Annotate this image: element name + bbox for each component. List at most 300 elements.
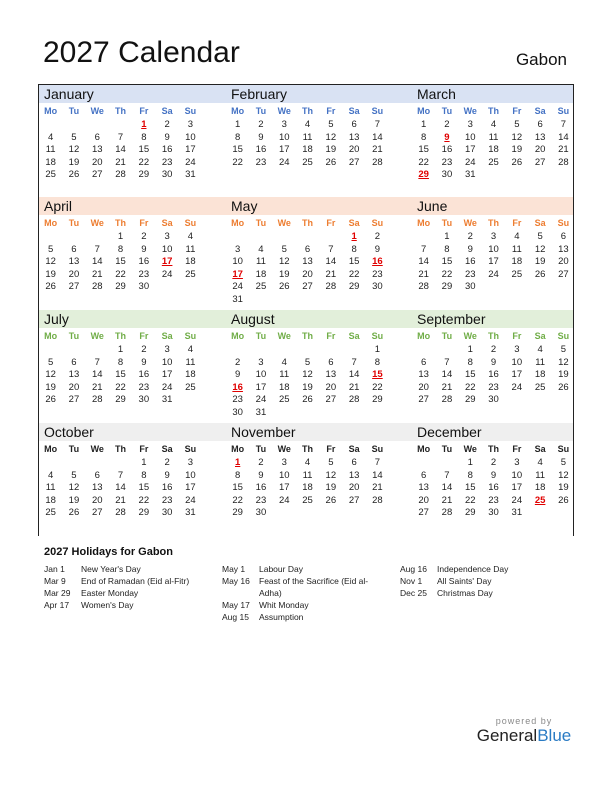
day-cell[interactable]: 5 [304, 356, 311, 368]
day-cell[interactable]: 14 [372, 469, 383, 481]
day-cell[interactable]: 20 [558, 256, 569, 267]
day-cell[interactable]: 21 [418, 268, 429, 280]
day-cell[interactable]: 21 [441, 494, 453, 506]
day-cell[interactable]: 8 [351, 243, 357, 255]
day-cell[interactable]: 27 [534, 156, 546, 168]
day-cell[interactable]: 10 [185, 131, 196, 143]
day-cell[interactable]: 6 [94, 469, 100, 481]
holiday-day-cell[interactable]: 9 [444, 131, 450, 143]
day-cell[interactable]: 30 [464, 281, 476, 292]
day-cell[interactable]: 9 [235, 369, 241, 380]
day-cell[interactable]: 13 [68, 369, 80, 380]
day-cell[interactable]: 20 [91, 494, 103, 506]
day-cell[interactable]: 3 [164, 231, 170, 242]
day-cell[interactable]: 9 [258, 469, 264, 481]
day-cell[interactable]: 4 [187, 344, 194, 355]
day-cell[interactable]: 11 [511, 243, 522, 255]
day-cell[interactable]: 14 [418, 256, 429, 267]
day-cell[interactable]: 24 [161, 268, 173, 280]
day-cell[interactable]: 19 [45, 268, 56, 280]
day-cell[interactable]: 30 [161, 507, 173, 518]
day-cell[interactable]: 6 [351, 119, 357, 130]
day-cell[interactable]: 31 [464, 169, 476, 180]
day-cell[interactable]: 16 [138, 256, 150, 267]
day-cell[interactable]: 3 [514, 344, 520, 355]
day-cell[interactable]: 25 [511, 268, 523, 280]
day-cell[interactable]: 21 [372, 144, 383, 155]
day-cell[interactable]: 31 [511, 507, 523, 518]
day-cell[interactable]: 13 [534, 131, 546, 143]
day-cell[interactable]: 26 [68, 507, 80, 518]
day-cell[interactable]: 13 [348, 469, 360, 481]
day-cell[interactable]: 5 [328, 457, 334, 468]
day-cell[interactable]: 19 [68, 156, 80, 168]
day-cell[interactable]: 12 [511, 131, 523, 143]
day-cell[interactable]: 14 [325, 256, 337, 267]
day-cell[interactable]: 13 [91, 482, 103, 493]
day-cell[interactable]: 27 [418, 394, 429, 405]
day-cell[interactable]: 23 [232, 394, 243, 405]
holiday-day-cell[interactable]: 17 [161, 256, 173, 267]
day-cell[interactable]: 22 [418, 156, 429, 168]
day-cell[interactable]: 29 [441, 281, 453, 292]
day-cell[interactable]: 23 [255, 494, 267, 506]
day-cell[interactable]: 21 [91, 268, 103, 280]
day-cell[interactable]: 1 [374, 344, 381, 355]
day-cell[interactable]: 28 [115, 507, 126, 518]
day-cell[interactable]: 14 [441, 482, 453, 493]
day-cell[interactable]: 5 [328, 119, 334, 130]
day-cell[interactable]: 4 [258, 243, 264, 255]
day-cell[interactable]: 11 [302, 131, 313, 143]
day-cell[interactable]: 20 [348, 482, 360, 493]
day-cell[interactable]: 17 [511, 482, 523, 493]
day-cell[interactable]: 28 [325, 281, 337, 292]
day-cell[interactable]: 22 [464, 381, 476, 393]
day-cell[interactable]: 29 [232, 507, 243, 518]
day-cell[interactable]: 19 [325, 482, 337, 493]
day-cell[interactable]: 26 [278, 281, 290, 292]
day-cell[interactable]: 7 [328, 243, 334, 255]
day-cell[interactable]: 28 [372, 494, 383, 506]
day-cell[interactable]: 5 [71, 131, 77, 143]
day-cell[interactable]: 4 [187, 231, 194, 242]
day-cell[interactable]: 18 [302, 482, 313, 493]
day-cell[interactable]: 15 [115, 369, 126, 380]
day-cell[interactable]: 25 [278, 394, 290, 405]
day-cell[interactable]: 25 [255, 281, 267, 292]
day-cell[interactable]: 1 [117, 344, 124, 355]
day-cell[interactable]: 16 [138, 369, 150, 380]
day-cell[interactable]: 24 [488, 268, 499, 280]
day-cell[interactable]: 21 [372, 482, 383, 493]
day-cell[interactable]: 9 [164, 131, 170, 143]
day-cell[interactable]: 18 [534, 482, 546, 493]
day-cell[interactable]: 10 [511, 469, 523, 481]
day-cell[interactable]: 13 [418, 369, 429, 380]
day-cell[interactable]: 2 [258, 119, 264, 130]
day-cell[interactable]: 1 [467, 457, 473, 468]
day-cell[interactable]: 24 [161, 381, 173, 393]
day-cell[interactable]: 8 [467, 469, 473, 481]
day-cell[interactable]: 14 [91, 256, 103, 267]
day-cell[interactable]: 24 [185, 156, 196, 168]
day-cell[interactable]: 24 [255, 394, 267, 405]
day-cell[interactable]: 9 [141, 243, 147, 255]
day-cell[interactable]: 10 [278, 469, 290, 481]
day-cell[interactable]: 6 [304, 243, 311, 255]
day-cell[interactable]: 18 [45, 494, 56, 506]
day-cell[interactable]: 16 [441, 144, 453, 155]
day-cell[interactable]: 25 [302, 494, 313, 506]
day-cell[interactable]: 31 [255, 406, 267, 418]
day-cell[interactable]: 30 [488, 507, 499, 518]
day-cell[interactable]: 11 [535, 469, 546, 481]
day-cell[interactable]: 22 [138, 494, 150, 506]
day-cell[interactable]: 18 [488, 144, 499, 155]
day-cell[interactable]: 24 [511, 494, 523, 506]
day-cell[interactable]: 20 [348, 144, 360, 155]
holiday-day-cell[interactable]: 1 [235, 457, 241, 468]
day-cell[interactable]: 24 [278, 494, 290, 506]
day-cell[interactable]: 7 [444, 356, 450, 368]
day-cell[interactable]: 5 [48, 356, 54, 368]
day-cell[interactable]: 19 [68, 494, 80, 506]
day-cell[interactable]: 9 [490, 469, 497, 481]
day-cell[interactable]: 15 [115, 256, 126, 267]
day-cell[interactable]: 6 [351, 457, 357, 468]
day-cell[interactable]: 18 [185, 256, 196, 267]
day-cell[interactable]: 21 [558, 144, 569, 155]
holiday-day-cell[interactable]: 1 [351, 231, 357, 242]
day-cell[interactable]: 25 [185, 381, 196, 393]
holiday-day-cell[interactable]: 16 [372, 256, 383, 267]
day-cell[interactable]: 20 [418, 381, 429, 393]
day-cell[interactable]: 13 [418, 482, 429, 493]
day-cell[interactable]: 5 [560, 457, 567, 468]
day-cell[interactable]: 23 [464, 268, 476, 280]
day-cell[interactable]: 4 [537, 344, 543, 355]
day-cell[interactable]: 22 [232, 494, 243, 506]
day-cell[interactable]: 14 [372, 131, 383, 143]
day-cell[interactable]: 15 [464, 482, 476, 493]
day-cell[interactable]: 20 [68, 381, 80, 393]
day-cell[interactable]: 3 [164, 344, 170, 355]
holiday-day-cell[interactable]: 15 [372, 369, 383, 380]
day-cell[interactable]: 1 [235, 119, 241, 130]
day-cell[interactable]: 15 [232, 144, 243, 155]
day-cell[interactable]: 11 [45, 144, 56, 155]
day-cell[interactable]: 14 [115, 144, 126, 155]
day-cell[interactable]: 15 [441, 256, 453, 267]
day-cell[interactable]: 10 [161, 356, 173, 368]
day-cell[interactable]: 11 [185, 243, 196, 255]
day-cell[interactable]: 11 [488, 131, 499, 143]
day-cell[interactable]: 30 [161, 169, 173, 180]
day-cell[interactable]: 2 [467, 231, 473, 242]
day-cell[interactable]: 7 [117, 131, 124, 143]
day-cell[interactable]: 28 [558, 156, 569, 168]
day-cell[interactable]: 7 [444, 469, 450, 481]
day-cell[interactable]: 17 [464, 144, 476, 155]
day-cell[interactable]: 6 [560, 231, 567, 242]
day-cell[interactable]: 8 [421, 131, 427, 143]
day-cell[interactable]: 4 [304, 457, 311, 468]
day-cell[interactable]: 13 [91, 144, 103, 155]
day-cell[interactable]: 13 [325, 369, 337, 380]
day-cell[interactable]: 8 [117, 243, 124, 255]
day-cell[interactable]: 2 [141, 231, 147, 242]
day-cell[interactable]: 5 [71, 469, 77, 481]
day-cell[interactable]: 22 [464, 494, 476, 506]
day-cell[interactable]: 25 [45, 169, 56, 180]
day-cell[interactable]: 10 [488, 243, 499, 255]
day-cell[interactable]: 5 [560, 344, 567, 355]
day-cell[interactable]: 2 [258, 457, 264, 468]
day-cell[interactable]: 8 [141, 131, 147, 143]
day-cell[interactable]: 3 [235, 243, 241, 255]
day-cell[interactable]: 17 [161, 369, 173, 380]
day-cell[interactable]: 9 [374, 243, 381, 255]
day-cell[interactable]: 31 [185, 169, 196, 180]
day-cell[interactable]: 3 [187, 457, 194, 468]
day-cell[interactable]: 17 [185, 144, 196, 155]
day-cell[interactable]: 30 [488, 394, 499, 405]
day-cell[interactable]: 8 [117, 356, 124, 368]
day-cell[interactable]: 23 [488, 381, 499, 393]
day-cell[interactable]: 15 [138, 144, 150, 155]
day-cell[interactable]: 21 [348, 381, 360, 393]
day-cell[interactable]: 12 [278, 256, 290, 267]
day-cell[interactable]: 2 [444, 119, 450, 130]
day-cell[interactable]: 26 [558, 381, 569, 393]
day-cell[interactable]: 15 [418, 144, 429, 155]
day-cell[interactable]: 12 [68, 144, 80, 155]
day-cell[interactable]: 25 [185, 268, 196, 280]
holiday-day-cell[interactable]: 25 [534, 494, 546, 506]
day-cell[interactable]: 11 [45, 482, 56, 493]
day-cell[interactable]: 31 [161, 394, 173, 405]
day-cell[interactable]: 27 [348, 156, 360, 168]
day-cell[interactable]: 19 [511, 144, 523, 155]
day-cell[interactable]: 10 [464, 131, 476, 143]
day-cell[interactable]: 23 [138, 268, 150, 280]
day-cell[interactable]: 28 [372, 156, 383, 168]
day-cell[interactable]: 19 [558, 369, 569, 380]
day-cell[interactable]: 7 [94, 243, 100, 255]
day-cell[interactable]: 25 [45, 507, 56, 518]
day-cell[interactable]: 1 [141, 457, 147, 468]
day-cell[interactable]: 29 [464, 507, 476, 518]
day-cell[interactable]: 11 [256, 256, 266, 267]
day-cell[interactable]: 12 [45, 369, 56, 380]
day-cell[interactable]: 15 [138, 482, 150, 493]
day-cell[interactable]: 28 [348, 394, 360, 405]
day-cell[interactable]: 29 [372, 394, 383, 405]
day-cell[interactable]: 23 [488, 494, 499, 506]
day-cell[interactable]: 9 [258, 131, 264, 143]
day-cell[interactable]: 17 [255, 381, 267, 393]
day-cell[interactable]: 11 [185, 356, 196, 368]
day-cell[interactable]: 7 [351, 356, 357, 368]
day-cell[interactable]: 28 [441, 507, 453, 518]
day-cell[interactable]: 14 [115, 482, 126, 493]
day-cell[interactable]: 26 [45, 281, 56, 292]
day-cell[interactable]: 28 [441, 394, 453, 405]
day-cell[interactable]: 20 [418, 494, 429, 506]
holiday-day-cell[interactable]: 29 [418, 169, 429, 180]
day-cell[interactable]: 12 [325, 131, 337, 143]
day-cell[interactable]: 17 [185, 482, 196, 493]
day-cell[interactable]: 10 [278, 131, 290, 143]
day-cell[interactable]: 20 [325, 381, 337, 393]
day-cell[interactable]: 24 [464, 156, 476, 168]
day-cell[interactable]: 25 [534, 381, 546, 393]
day-cell[interactable]: 23 [161, 156, 173, 168]
day-cell[interactable]: 17 [488, 256, 499, 267]
day-cell[interactable]: 16 [255, 144, 267, 155]
day-cell[interactable]: 2 [490, 344, 497, 355]
day-cell[interactable]: 26 [68, 169, 80, 180]
day-cell[interactable]: 25 [488, 156, 499, 168]
day-cell[interactable]: 20 [534, 144, 546, 155]
day-cell[interactable]: 29 [115, 281, 126, 292]
day-cell[interactable]: 18 [255, 268, 267, 280]
day-cell[interactable]: 19 [302, 381, 313, 393]
day-cell[interactable]: 27 [558, 268, 569, 280]
day-cell[interactable]: 27 [91, 507, 103, 518]
day-cell[interactable]: 25 [302, 156, 313, 168]
day-cell[interactable]: 27 [68, 281, 80, 292]
day-cell[interactable]: 7 [374, 457, 381, 468]
day-cell[interactable]: 16 [488, 482, 499, 493]
day-cell[interactable]: 3 [281, 457, 287, 468]
day-cell[interactable]: 13 [558, 243, 569, 255]
day-cell[interactable]: 21 [325, 268, 337, 280]
day-cell[interactable]: 18 [185, 369, 196, 380]
day-cell[interactable]: 12 [534, 243, 546, 255]
day-cell[interactable]: 26 [511, 156, 523, 168]
day-cell[interactable]: 8 [374, 356, 381, 368]
day-cell[interactable]: 28 [91, 394, 103, 405]
day-cell[interactable]: 13 [68, 256, 80, 267]
day-cell[interactable]: 9 [467, 243, 473, 255]
day-cell[interactable]: 2 [141, 344, 147, 355]
day-cell[interactable]: 23 [161, 494, 173, 506]
day-cell[interactable]: 22 [115, 381, 126, 393]
day-cell[interactable]: 7 [560, 119, 567, 130]
day-cell[interactable]: 16 [255, 482, 267, 493]
day-cell[interactable]: 1 [444, 231, 450, 242]
holiday-day-cell[interactable]: 16 [232, 381, 243, 393]
day-cell[interactable]: 4 [304, 119, 311, 130]
day-cell[interactable]: 12 [558, 356, 569, 368]
day-cell[interactable]: 14 [558, 131, 569, 143]
day-cell[interactable]: 4 [281, 356, 287, 368]
day-cell[interactable]: 12 [558, 469, 569, 481]
day-cell[interactable]: 1 [467, 344, 473, 355]
day-cell[interactable]: 8 [235, 469, 241, 481]
day-cell[interactable]: 23 [255, 156, 267, 168]
day-cell[interactable]: 5 [514, 119, 520, 130]
day-cell[interactable]: 22 [138, 156, 150, 168]
day-cell[interactable]: 8 [444, 243, 450, 255]
day-cell[interactable]: 1 [117, 231, 124, 242]
day-cell[interactable]: 10 [185, 469, 196, 481]
day-cell[interactable]: 19 [534, 256, 546, 267]
day-cell[interactable]: 17 [278, 144, 290, 155]
day-cell[interactable]: 10 [161, 243, 173, 255]
day-cell[interactable]: 12 [68, 482, 80, 493]
day-cell[interactable]: 27 [68, 394, 80, 405]
day-cell[interactable]: 1 [421, 119, 427, 130]
day-cell[interactable]: 26 [302, 394, 313, 405]
day-cell[interactable]: 18 [302, 144, 313, 155]
day-cell[interactable]: 2 [490, 457, 497, 468]
day-cell[interactable]: 10 [511, 356, 523, 368]
day-cell[interactable]: 20 [302, 268, 313, 280]
day-cell[interactable]: 4 [514, 231, 520, 242]
day-cell[interactable]: 22 [372, 381, 383, 393]
day-cell[interactable]: 29 [464, 394, 476, 405]
day-cell[interactable]: 2 [235, 356, 241, 368]
day-cell[interactable]: 10 [255, 369, 267, 380]
day-cell[interactable]: 29 [138, 507, 150, 518]
day-cell[interactable]: 3 [187, 119, 194, 130]
day-cell[interactable]: 19 [325, 144, 337, 155]
day-cell[interactable]: 9 [141, 356, 147, 368]
day-cell[interactable]: 30 [138, 394, 150, 405]
day-cell[interactable]: 4 [537, 457, 543, 468]
day-cell[interactable]: 17 [511, 369, 523, 380]
day-cell[interactable]: 6 [421, 469, 427, 481]
day-cell[interactable]: 14 [441, 369, 453, 380]
day-cell[interactable]: 2 [374, 231, 381, 242]
day-cell[interactable]: 8 [235, 131, 241, 143]
day-cell[interactable]: 18 [511, 256, 523, 267]
day-cell[interactable]: 24 [511, 381, 523, 393]
day-cell[interactable]: 12 [325, 469, 337, 481]
day-cell[interactable]: 6 [328, 356, 334, 368]
day-cell[interactable]: 7 [421, 243, 427, 255]
day-cell[interactable]: 16 [464, 256, 476, 267]
day-cell[interactable]: 30 [138, 281, 150, 292]
day-cell[interactable]: 16 [161, 144, 173, 155]
day-cell[interactable]: 24 [232, 281, 243, 292]
day-cell[interactable]: 13 [302, 256, 313, 267]
day-cell[interactable]: 3 [467, 119, 473, 130]
day-cell[interactable]: 30 [441, 169, 453, 180]
day-cell[interactable]: 29 [115, 394, 126, 405]
day-cell[interactable]: 31 [232, 293, 243, 305]
day-cell[interactable]: 11 [279, 369, 290, 380]
day-cell[interactable]: 14 [91, 369, 103, 380]
day-cell[interactable]: 2 [164, 457, 170, 468]
day-cell[interactable]: 9 [164, 469, 170, 481]
day-cell[interactable]: 3 [490, 231, 497, 242]
day-cell[interactable]: 15 [464, 369, 476, 380]
day-cell[interactable]: 22 [232, 156, 243, 168]
day-cell[interactable]: 27 [325, 394, 337, 405]
day-cell[interactable]: 3 [514, 457, 520, 468]
day-cell[interactable]: 7 [94, 356, 100, 368]
day-cell[interactable]: 3 [281, 119, 287, 130]
day-cell[interactable]: 21 [441, 381, 453, 393]
day-cell[interactable]: 26 [325, 494, 337, 506]
day-cell[interactable]: 24 [278, 156, 290, 168]
day-cell[interactable]: 3 [258, 356, 264, 368]
day-cell[interactable]: 6 [537, 119, 543, 130]
